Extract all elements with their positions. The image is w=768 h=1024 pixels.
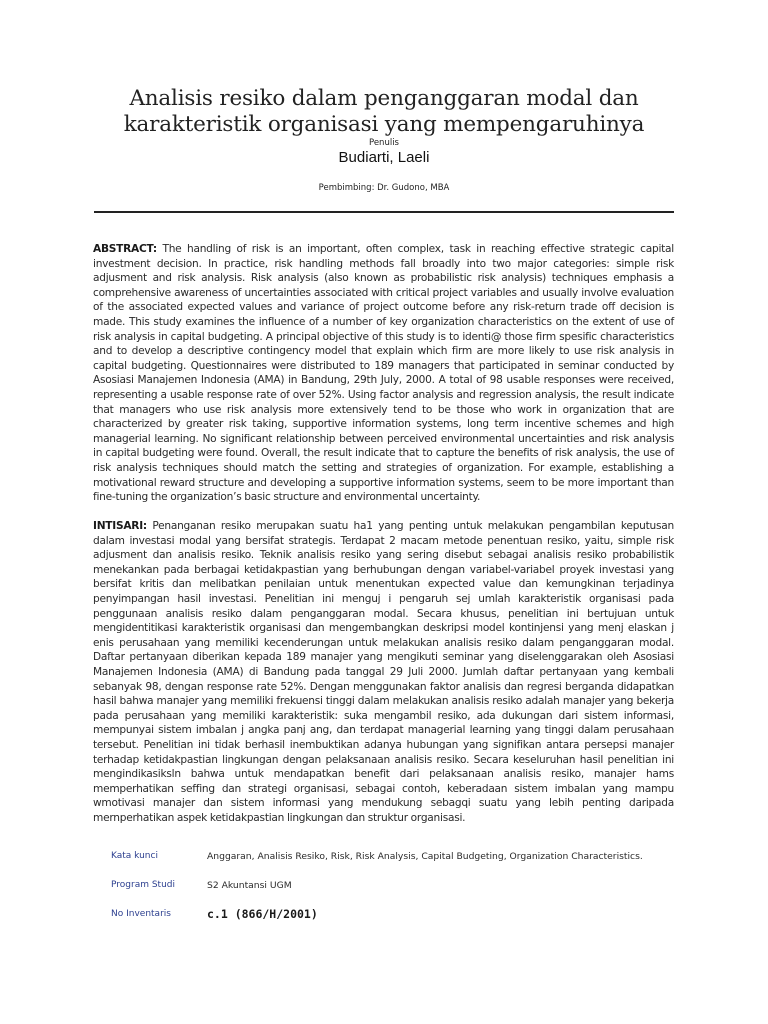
study-program-value: S2 Akuntansi UGM (207, 880, 292, 891)
study-program-label: Program Studi (111, 880, 175, 890)
document-title: Analisis resiko dalam penganggaran modal dan karakteristik organisasi yang mempengaruhinya (123, 86, 645, 137)
intisari-label: INTISARI: (93, 520, 147, 532)
author-label: Penulis (369, 138, 399, 148)
header-divider (94, 211, 674, 213)
abstract-text: The handling of risk is an important, often complex, task in reaching effective strategic capital investment decision. In practice, risk handling methods fall broadly into two major categories: simple risk adjusment and risk analysis. Risk analysis (also known as probabilistic risk analysis) techniques emphasis a comprehensive awareness of uncertainties associated with critical project variables and usually involve evaluation of the associated expected values and variance of project outcome before any risk-return trade off decision is made. This study examines the influence of a number of key organization characteristics on the extent of use of risk analysis in capital budgeting. A principal objective of this study is to identi@ those firm spesific characteristics and to develop a descriptive contingency model that explain which firm are more likely to use risk analysis in capital budgeting. Questionnaires were distributed to 189 managers that participated in seminar conducted by Asosiasi Manajemen Indonesia (AMA) in Bandung, 29th July, 2000. A total of 98 usable responses were received, representing a usable response rate of over 52%. Using factor analysis and regression analysis, the result indicate that managers who use risk analysis more extensively tend to be those who work in organization that are characterized by greater risk taking, supportive information systems, long term incentive schemes and high managerial learning. No significant relationship between perceived environmental uncertainties and risk analysis in capital budgeting were found. Overall, the result indicate that to capture the benefits of risk analysis, the use of risk analysis techniques should match the setting and strategies of organization. For example, establishing a motivational reward structure and developing a supportive information systems, seem to be more important than fine-tuning the organization’s basic structure and environmental uncertainty. (93, 243, 674, 504)
intisari-text: Penanganan resiko merupakan suatu ha1 yang penting untuk melakukan pengambilan keputusan dalam investasi modal yang bersifat strategis. Terdapat 2 macam metode penentuan resiko, yaitu, simple risk adjusment dan analisis resiko. Teknik analisis resiko yang sering disebut sebagai analisis resiko probabilistik menekankan pada berbagai ketidakpastian yang berhubungan dengan variabel-variabel proyek investasi yang bersifat kritis dan melibatkan penilaian untuk menentukan expected value dan kemungkinan terjadinya penyimpangan hasil investasi. Penelitian ini menguj i pengaruh sej umlah karakteristik organisasi pada penggunaan analisis resiko dalam penganggaran modal. Secara khusus, penelitian ini bertujuan untuk mengidentitikasi karakteristik organisasi dan mengembangkan deskripsi model kontinjensi yang menj elaskan j enis perusahaan yang memiliki kecenderungan untuk melakukan analisis resiko dalam penganggaran modal. Daftar pertanyaan diberikan kepada 189 manajer yang mengikuti seminar yang diselenggarakan oleh Asosiasi Manajemen Indonesia (AMA) di Bandung pada tanggal 29 Juli 2000. Jumlah daftar pertanyaan yang kembali sebanyak 98, dengan response rate 52%. Dengan menggunakan faktor analisis dan regresi berganda didapatkan hasil bahwa manajer yang memiliki frekuensi tinggi dalam melakukan analisis resiko adalah manajer yang bekerja pada perusahaan yang memiliki karakteristik: suka mengambil resiko, ada dukungan dari sistem informasi, mempunyai sistem imbalan j angka panj ang, dan terdapat managerial learning yang tinggi dalam perusahaan tersebut. Penelitian ini tidak berhasil inembuktikan adanya hubungan yang signifikan antara persepsi manajer terhadap ketidakpastian lingkungan dengan pelaksanaan analisis resiko. Secara keseluruhan hasil penelitian ini mengindikasiksln bahwa untuk mendapatkan benefit dari pelaksanaan analisis resiko, manajer hams memperhatikan seffing dan strategi organisasi, sebagai contoh, keberadaan sistem imbalan yang mampu wmotivasi manajer dan sistem informasi yang mendukung sebagqi suatu yang lebih penting daripada mernperhatikan aspek ketidakpastian lingkungan dan struktur organisasi. (93, 520, 674, 824)
keywords-label: Kata kunci (111, 851, 158, 861)
author-name: Budiarti, Laeli (338, 149, 430, 166)
inventory-number-label: No Inventaris (111, 909, 171, 919)
supervisor: Pembimbing: Dr. Gudono, MBA (318, 183, 450, 193)
abstract-label: ABSTRACT: (93, 243, 157, 255)
abstract-paragraph (93, 242, 674, 505)
inventory-number-value: c.1 (866/H/2001) (207, 907, 318, 921)
intisari-paragraph (93, 519, 674, 825)
keywords-value: Anggaran, Analisis Resiko, Risk, Risk Analysis, Capital Budgeting, Organization Characteristics. (207, 851, 643, 862)
